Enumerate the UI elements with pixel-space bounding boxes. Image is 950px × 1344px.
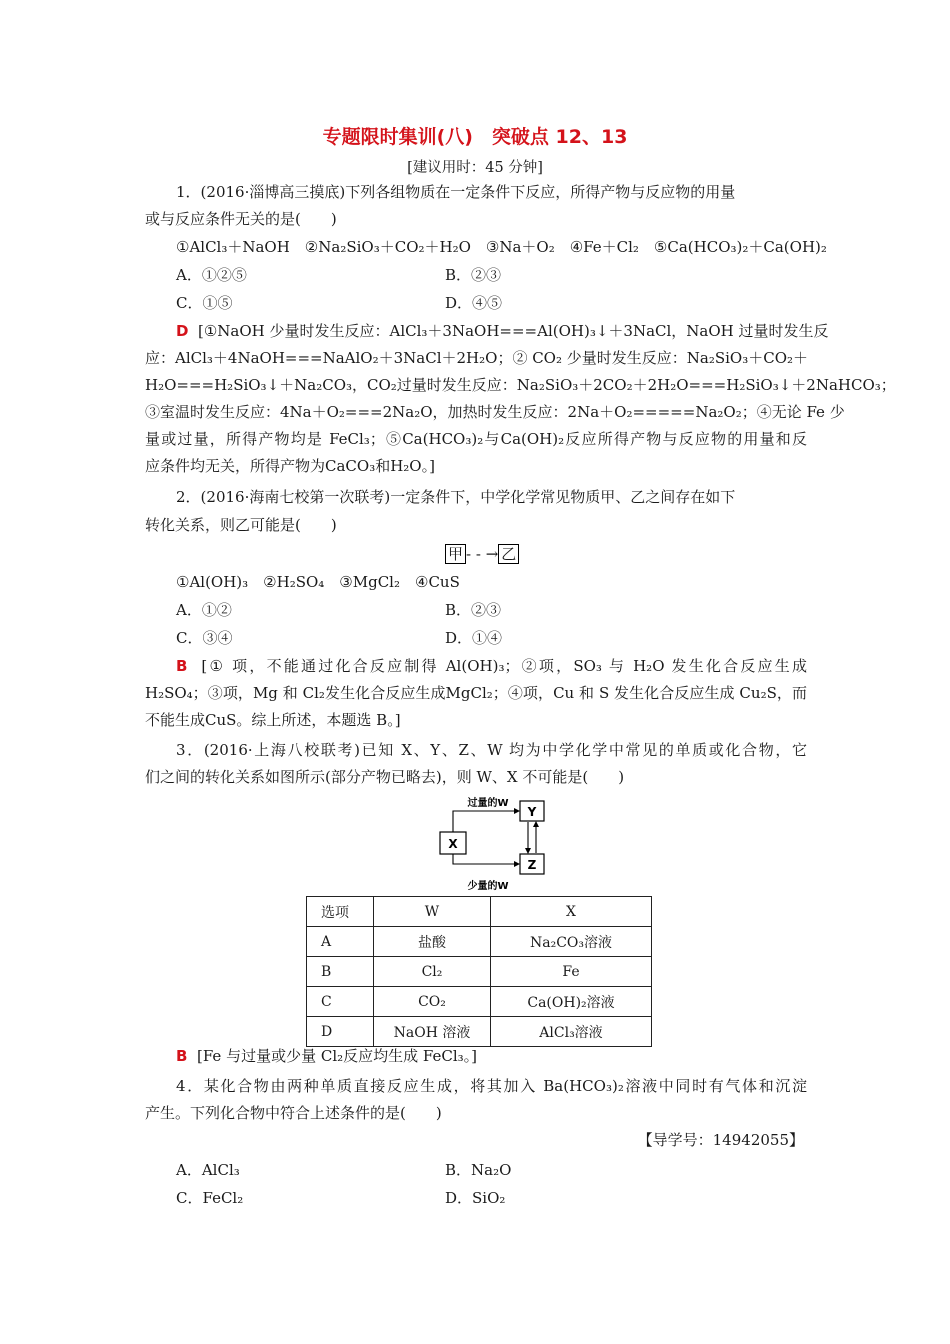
table-header: 选项 <box>307 897 374 927</box>
q4-option-a: A．AlCl₃ <box>176 1161 240 1179</box>
q1-explanation-line6: 应条件均无关，所得产物为CaCO₃和H₂O。] <box>145 457 435 475</box>
arrow-head-icon <box>525 848 531 854</box>
table-cell: CO₂ <box>374 987 491 1017</box>
label-z: Z <box>527 858 537 872</box>
q1-explanation-line5: 量或过量，所得产物均是 FeCl₃；⑤Ca(HCO₃)₂与Ca(OH)₂反应所得产物与反应物的用量和反 <box>145 430 807 448</box>
q3-stem-line1: 3．(2016·上海八校联考)已知 X、Y、Z、W 均为中学化学中常见的单质或化合物，它 <box>176 741 807 759</box>
q2-option-d: D．①④ <box>445 629 503 647</box>
table-cell: Na₂CO₃溶液 <box>491 927 652 957</box>
q4-stem-line1: 4．某化合物由两种单质直接反应生成，将其加入 Ba(HCO₃)₂溶液中同时有气体和沉淀 <box>176 1077 807 1095</box>
q2-answer: B <box>176 657 188 675</box>
suggested-time: [建议用时：45 分钟] <box>407 160 543 176</box>
table-cell: A <box>307 927 374 957</box>
label-y: Y <box>527 805 537 819</box>
q3-stem-line2: 们之间的转化关系如图所示(部分产物已略去)，则 W、X 不可能是( ) <box>145 768 625 786</box>
q3-answer: B <box>176 1047 188 1065</box>
q4-option-c: C．FeCl₂ <box>176 1189 244 1207</box>
arrow-head-icon <box>514 808 520 814</box>
q1-option-a: A．①②⑤ <box>176 266 247 284</box>
table-cell: NaOH 溶液 <box>374 1017 491 1047</box>
table-cell: B <box>307 957 374 987</box>
label-excess-w: 过量的W <box>467 798 509 809</box>
table-cell: D <box>307 1017 374 1047</box>
q2-stem-line1: 2．(2016·海南七校第一次联考)一定条件下，中学化学常见物质甲、乙之间存在如下 <box>176 488 736 506</box>
dashed-arrow-icon: - - → <box>466 545 499 563</box>
q2-box-jia: 甲 <box>445 544 466 564</box>
table-cell: AlCl₃溶液 <box>491 1017 652 1047</box>
table-cell: C <box>307 987 374 1017</box>
table-cell: Cl₂ <box>374 957 491 987</box>
q2-explanation-line3: 不能生成CuS。综上所述，本题选 B。] <box>145 711 401 729</box>
q1-explanation-line4: ③室温时发生反应：4Na＋O₂===2Na₂O，加热时发生反应：2Na＋O₂=====Na₂O₂；④无论 Fe 少 <box>145 403 845 421</box>
q3-options-table <box>306 896 652 1047</box>
arrow-head-icon <box>533 821 539 827</box>
q2-conversion <box>445 541 519 567</box>
label-x: X <box>448 837 458 851</box>
table-header-row <box>307 897 652 927</box>
q1-option-b: B．②③ <box>445 266 502 284</box>
table-row <box>307 927 652 957</box>
q4-option-d: D．SiO₂ <box>445 1189 506 1207</box>
q1-explanation-line3: H₂O===H₂SiO₃↓＋Na₂CO₃，CO₂过量时发生反应：Na₂SiO₃＋2CO₂＋2H₂O===H₂SiO₃↓＋2NaHCO₃； <box>145 376 896 394</box>
q3-conversion-diagram <box>430 794 560 894</box>
q2-option-b: B．②③ <box>445 601 502 619</box>
arrow-head-icon <box>514 861 520 867</box>
q2-box-yi: 乙 <box>498 544 519 564</box>
q1-stem-line1: 1．(2016·淄博高三摸底)下列各组物质在一定条件下反应，所得产物与反应物的用量 <box>176 183 736 201</box>
q1-items: ①AlCl₃＋NaOH ②Na₂SiO₃＋CO₂＋H₂O ③Na＋O₂ ④Fe＋Cl₂ ⑤Ca(HCO₃)₂＋Ca(OH)₂ <box>176 238 827 256</box>
table-cell: 盐酸 <box>374 927 491 957</box>
table-cell: Ca(OH)₂溶液 <box>491 987 652 1017</box>
label-little-w: 少量的W <box>467 881 509 892</box>
q2-option-c: C．③④ <box>176 629 233 647</box>
q2-option-a: A．①② <box>176 601 232 619</box>
q1-stem-line2: 或与反应条件无关的是( ) <box>145 210 337 228</box>
q4-option-b: B．Na₂O <box>445 1161 512 1179</box>
q4-stem-line2: 产生。下列化合物中符合上述条件的是( ) <box>145 1104 442 1122</box>
arrow-x-to-y <box>453 811 516 832</box>
q2-explanation-line1: B [① 项，不能通过化合反应制得 Al(OH)₃；②项，SO₃ 与 H₂O 发生化合反应生成 <box>176 657 807 675</box>
table-cell: Fe <box>491 957 652 987</box>
q1-option-d: D．④⑤ <box>445 294 503 312</box>
table-row <box>307 1017 652 1047</box>
q2-stem-line2: 转化关系，则乙可能是( ) <box>145 516 337 534</box>
table-header: W <box>374 897 491 927</box>
table-row <box>307 987 652 1017</box>
table-header: X <box>491 897 652 927</box>
q1-option-c: C．①⑤ <box>176 294 233 312</box>
page-title: 专题限时集训(八) 突破点 12、13 <box>322 126 628 148</box>
guide-number: 【导学号：14942055】 <box>637 1131 804 1149</box>
q1-explanation-line2: 应：AlCl₃＋4NaOH===NaAlO₂＋3NaCl＋2H₂O；② CO₂ 少量时发生反应：Na₂SiO₃＋CO₂＋ <box>145 349 809 367</box>
q1-answer: D <box>176 322 189 340</box>
q2-explanation-line2: H₂SO₄；③项，Mg 和 Cl₂发生化合反应生成MgCl₂；④项，Cu 和 S 发生化合反应生成 Cu₂S，而 <box>145 684 807 702</box>
arrow-x-to-z <box>453 854 516 864</box>
q3-explanation: B [Fe 与过量或少量 Cl₂反应均生成 FeCl₃。] <box>176 1047 477 1065</box>
q1-explanation-line1: D [①NaOH 少量时发生反应：AlCl₃＋3NaOH===Al(OH)₃↓＋3NaCl，NaOH 过量时发生反 <box>176 322 829 340</box>
q2-items: ①Al(OH)₃ ②H₂SO₄ ③MgCl₂ ④CuS <box>176 573 460 591</box>
table-row <box>307 957 652 987</box>
